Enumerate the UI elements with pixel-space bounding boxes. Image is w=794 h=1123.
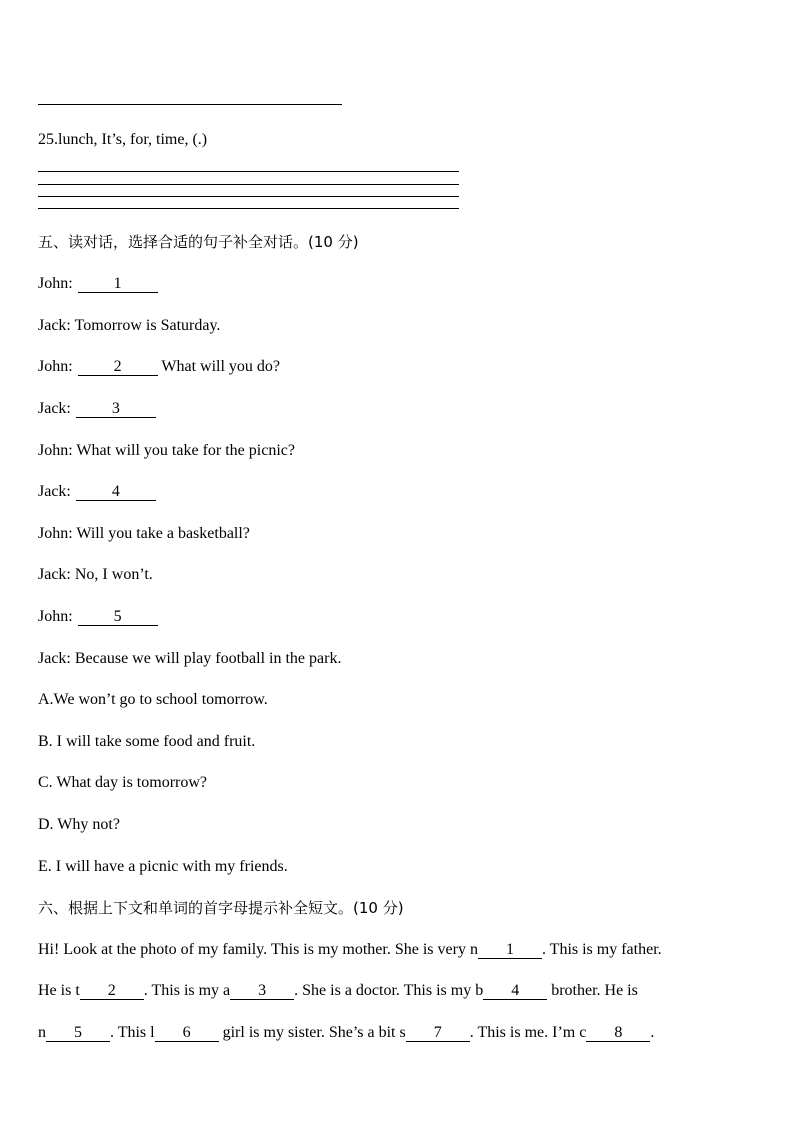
passage-blank-1[interactable]: 1	[478, 942, 542, 959]
speaker: Jack:	[38, 400, 71, 417]
option-c: C. What day is tomorrow?	[38, 774, 208, 791]
passage-blank-8[interactable]: 8	[586, 1025, 650, 1042]
passage-line-3	[38, 1023, 654, 1043]
option-d: D. Why not?	[38, 816, 120, 833]
passage-blank-2[interactable]: 2	[80, 983, 144, 1000]
dialogue-text: What will you do?	[161, 358, 281, 375]
speaker: John:	[38, 275, 73, 292]
speaker: Jack:	[38, 566, 71, 583]
dialogue-line-3	[38, 357, 280, 377]
dialogue-text: Because we will play football in the park.	[74, 650, 342, 667]
question-number: 25.	[38, 131, 58, 148]
dialogue-text: No, I won’t.	[74, 566, 153, 583]
passage-text: . This is me. I’m c	[469, 1024, 587, 1041]
answer-line-q24[interactable]	[38, 104, 342, 105]
passage-blank-4[interactable]: 4	[483, 983, 547, 1000]
passage-blank-7[interactable]: 7	[406, 1025, 470, 1042]
answer-blank-3[interactable]: 3	[76, 401, 156, 418]
passage-line-1	[38, 940, 662, 960]
passage-text: brother. He is	[547, 982, 638, 999]
passage-text: . This is my father.	[541, 941, 662, 958]
passage-text: n	[38, 1024, 46, 1041]
dialogue-line-7	[38, 524, 250, 544]
section-6-title: 六、根据上下文和单词的首字母提示补全短文。(10 分)	[38, 899, 404, 917]
answer-line-q25-3[interactable]	[38, 196, 459, 197]
section-5-title: 五、读对话，选择合适的句子补全对话。(10 分)	[38, 233, 359, 251]
dialogue-text: Will you take a basketball?	[76, 525, 250, 542]
passage-text: Hi! Look at the photo of my family. This is my mother. She is very n	[38, 941, 478, 958]
answer-blank-4[interactable]: 4	[76, 484, 156, 501]
passage-text: girl is my sister. She’s a bit s	[218, 1024, 406, 1041]
dialogue-line-8	[38, 565, 153, 585]
speaker: Jack:	[38, 650, 71, 667]
dialogue-line-1	[38, 274, 158, 294]
passage-text: He is t	[38, 982, 80, 999]
option-e: E. I will have a picnic with my friends.	[38, 858, 288, 875]
dialogue-line-10	[38, 649, 341, 669]
dialogue-line-2	[38, 316, 220, 336]
answer-line-q25-4[interactable]	[38, 208, 459, 209]
passage-text: . This is my a	[143, 982, 231, 999]
option-b: B. I will take some food and fruit.	[38, 733, 256, 750]
speaker: John:	[38, 442, 73, 459]
question-25	[38, 130, 207, 150]
speaker: John:	[38, 608, 73, 625]
speaker: John:	[38, 358, 73, 375]
dialogue-line-6	[38, 482, 156, 502]
answer-blank-5[interactable]: 5	[78, 609, 158, 626]
option-a: A.We won’t go to school tomorrow.	[38, 691, 268, 708]
passage-line-2	[38, 981, 638, 1001]
dialogue-line-5	[38, 441, 295, 461]
answer-line-q25-2[interactable]	[38, 184, 459, 185]
speaker: Jack:	[38, 483, 71, 500]
answer-blank-1[interactable]: 1	[78, 276, 158, 293]
passage-blank-6[interactable]: 6	[155, 1025, 219, 1042]
passage-text: . This l	[110, 1024, 155, 1041]
dialogue-line-4	[38, 399, 156, 419]
dialogue-text: Tomorrow is Saturday.	[74, 317, 221, 334]
passage-text: .	[650, 1024, 655, 1041]
passage-blank-3[interactable]: 3	[230, 983, 294, 1000]
speaker: John:	[38, 525, 73, 542]
passage-blank-5[interactable]: 5	[46, 1025, 110, 1042]
passage-text: . She is a doctor. This is my b	[294, 982, 484, 999]
answer-blank-2[interactable]: 2	[78, 359, 158, 376]
answer-line-q25-1[interactable]	[38, 171, 459, 172]
dialogue-text: What will you take for the picnic?	[76, 442, 295, 459]
speaker: Jack:	[38, 317, 71, 334]
dialogue-line-9	[38, 607, 158, 627]
question-text: lunch, It’s, for, time, (.)	[58, 131, 208, 148]
